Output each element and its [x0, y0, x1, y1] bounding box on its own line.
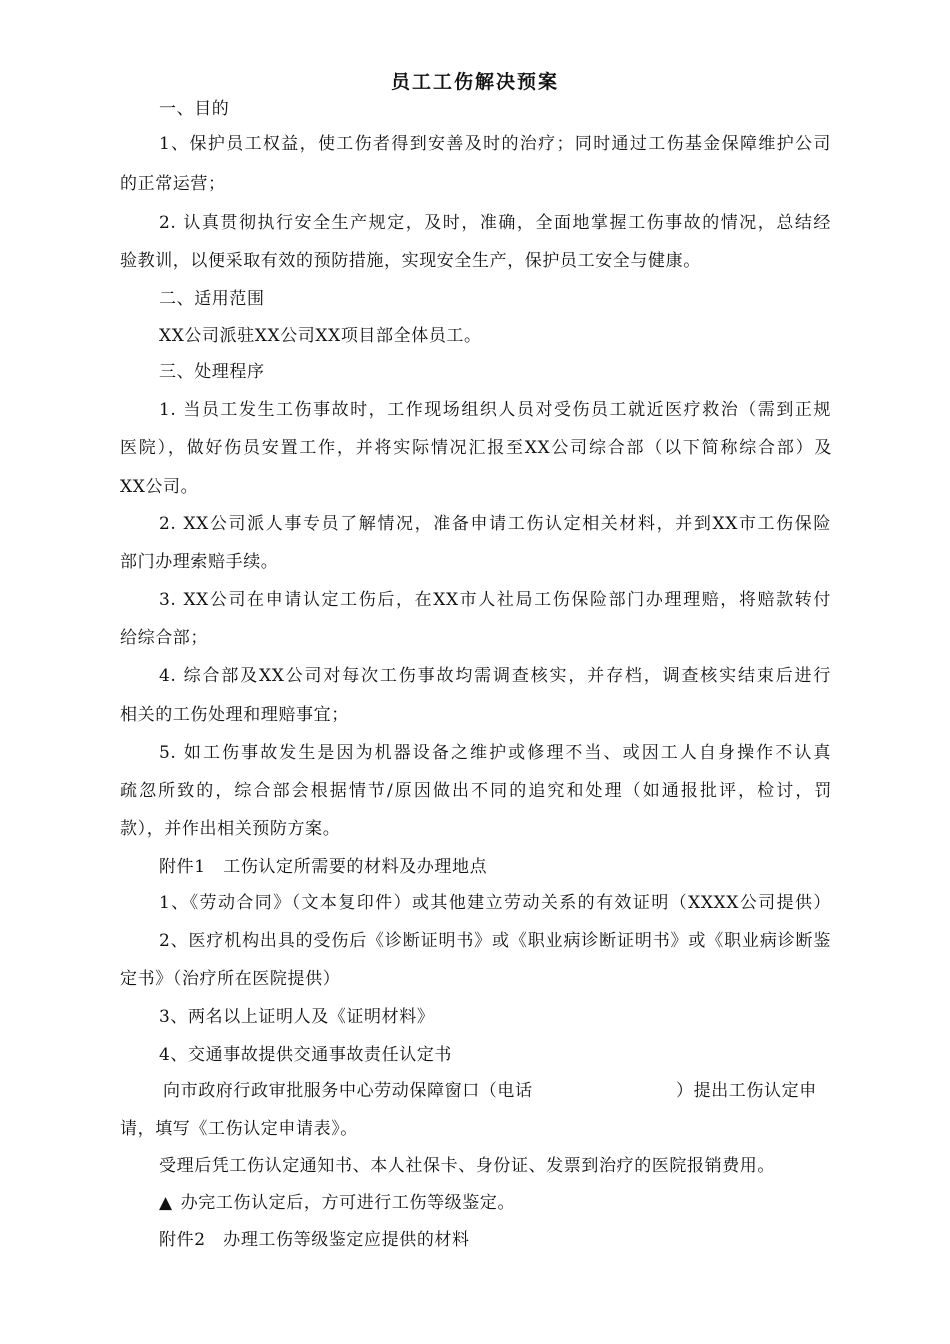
paragraph-line: XX公司。	[120, 477, 199, 497]
list-item: 3、两名以上证明人及《证明材料》	[159, 1007, 435, 1027]
section-heading-scope: 二、适用范围	[159, 289, 265, 309]
paragraph-line: 款），并作出相关预防方案。	[120, 819, 341, 839]
paragraph-line: 1、保护员工权益，使工伤者得到安善及时的治疗；同时通过工伤基金保障维护公司	[159, 134, 831, 154]
paragraph-line: 向市政府行政审批服务中心劳动保障窗口（电话	[163, 1081, 533, 1101]
section-heading-purpose: 一、目的	[159, 99, 230, 119]
note-line	[159, 1190, 515, 1216]
section-heading-procedure: 三、处理程序	[159, 362, 265, 382]
document-title: 员工工伤解决预案	[390, 71, 559, 93]
paragraph-line: 4. 综合部及XX公司对每次工伤事故均需调查核实，并存档，调查核实结束后进行	[159, 666, 831, 686]
paragraph-line: 的正常运营；	[120, 174, 226, 194]
paragraph-line: 2. XX公司派人事专员了解情况，准备申请工伤认定相关材料，并到XX市工伤保险	[159, 514, 831, 534]
paragraph-line: 疏忽所致的，综合部会根据情节/原因做出不同的追究和处理（如通报批评，检讨，罚	[120, 781, 832, 801]
note-text: 办完工伤认定后，方可进行工伤等级鉴定。	[180, 1193, 516, 1213]
paragraph-line: 给综合部；	[120, 628, 208, 648]
list-item: 4、交通事故提供交通事故责任认定书	[159, 1045, 453, 1065]
paragraph-line: ）提出工伤认定申	[676, 1081, 817, 1101]
paragraph-line: 受理后凭工伤认定通知书、本人社保卡、身份证、发票到治疗的医院报销费用。	[159, 1156, 775, 1176]
paragraph-line: 2. 认真贯彻执行安全生产规定，及时，准确，全面地掌握工伤事故的情况，总结经	[159, 213, 831, 233]
triangle-bullet-icon: ▲	[159, 1193, 173, 1213]
paragraph-line: 5. 如工伤事故发生是因为机器设备之维护或修理不当、或因工人自身操作不认真	[159, 743, 831, 763]
paragraph-line: 请，填写《工伤认定申请表》。	[120, 1119, 358, 1139]
paragraph-line: 部门办理索赔手续。	[120, 552, 279, 572]
paragraph-line: XX公司派驻XX公司XX项目部全体员工。	[159, 326, 482, 346]
paragraph-line: 验教训，以便采取有效的预防措施，实现安全生产，保护员工安全与健康。	[120, 251, 701, 271]
paragraph-line: 相关的工伤处理和理赔事宜；	[120, 705, 349, 725]
paragraph-line: 1. 当员工发生工伤事故时，工作现场组织人员对受伤员工就近医疗救治（需到正规	[159, 400, 831, 420]
paragraph-line: 3. XX公司在申请认定工伤后，在XX市人社局工伤保险部门办理理赔，将赔款转付	[159, 590, 831, 610]
list-item-continuation: 定书》（治疗所在医院提供）	[120, 969, 341, 989]
list-item: 2、医疗机构出具的受伤后《诊断证明书》或《职业病诊断证明书》或《职业病诊断鉴	[159, 931, 831, 951]
list-item: 1、《劳动合同》（文本复印件）或其他建立劳动关系的有效证明（XXXX公司提供）	[159, 893, 831, 913]
attachment-1-heading: 附件1 工伤认定所需要的材料及办理地点	[159, 857, 488, 877]
attachment-2-heading: 附件2 办理工伤等级鉴定应提供的材料	[159, 1230, 470, 1250]
paragraph-line: 医院），做好伤员安置工作，并将实际情况汇报至XX公司综合部（以下简称综合部）及	[120, 438, 832, 458]
